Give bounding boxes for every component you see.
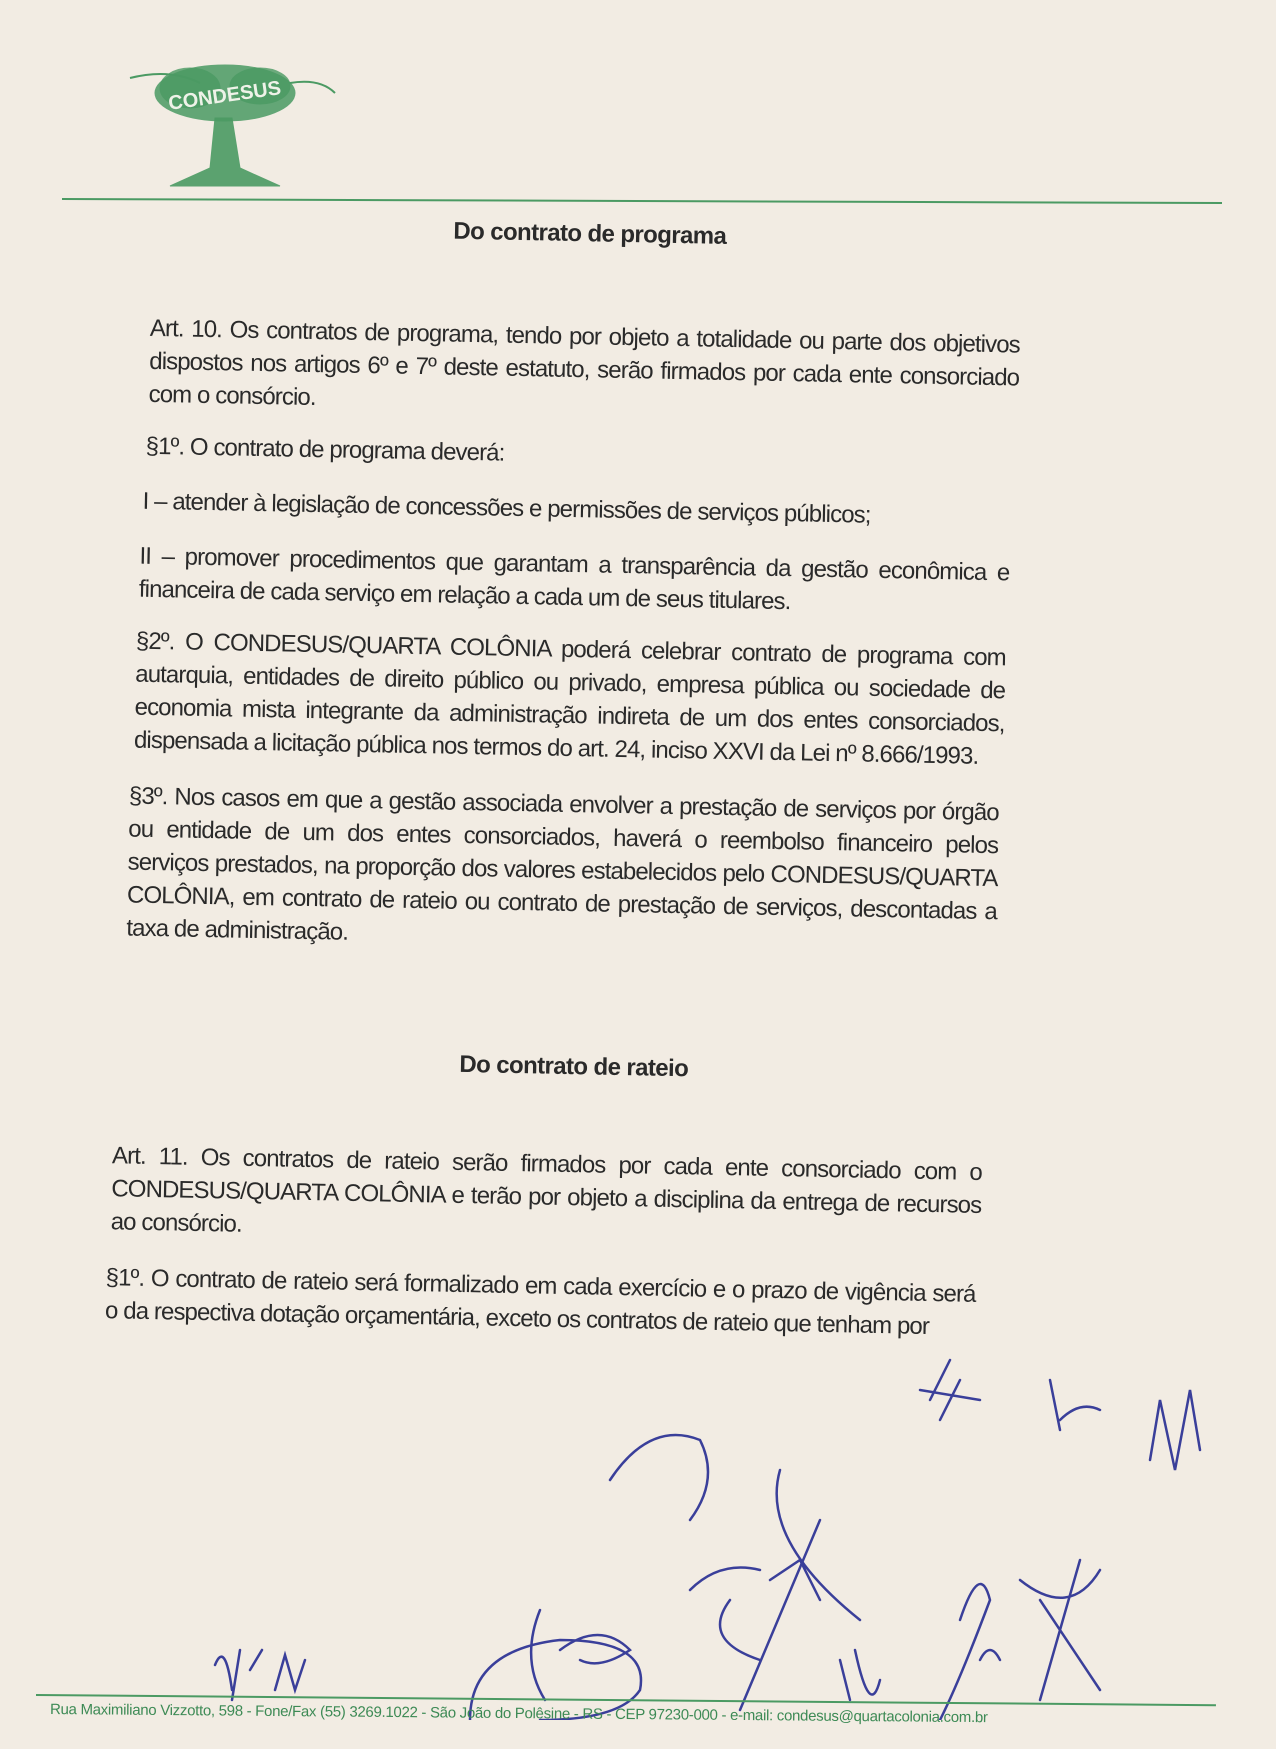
art10-paragraph-2: §2º. O CONDESUS/QUARTA COLÔNIA poderá celebrar contrato de programa com autarquia, entidades de direito público ou privado, empresa pública ou sociedade de economia mista integrante da administração indireta de um dos entes consorciados, dispensada a licitação pública nos termos do art. 24, inciso XXVI da Lei nº 8.666/1993. — [133, 627, 1007, 770]
article-10: Art. 10. Os contratos de programa, tendo por objeto a totalidade ou parte dos objetivos dispostos nos artigos 6º e 7º deste estatuto, serão firmados por cada ente consorciado com o consórcio. — [148, 314, 1021, 412]
signatures — [0, 1340, 1276, 1720]
art10-item-i: I – atender à legislação de concessões e permissões de serviços públicos; — [142, 487, 871, 529]
svg-text:CONDESUS: CONDESUS — [167, 77, 283, 115]
section-heading-programa: Do contrato de programa — [453, 217, 727, 250]
section-heading-rateio: Do contrato de rateio — [459, 1050, 689, 1083]
art10-item-ii: II – promover procedimentos que garantam a transparência da gestão econômica e financeira de cada serviço em relação a cada um de seus titulares. — [138, 542, 1010, 616]
footer-address: Rua Maximiliano Vizzotto, 598 - Fone/Fax (55) 3269.1022 - São João do Polêsine - RS - CEP 97230-000 - e-mail: condesus@quartacolonia.com.br — [49, 1701, 988, 1727]
art10-paragraph-3: §3º. Nos casos em que a gestão associada envolver a prestação de serviços por órgão ou entidade de um dos entes consorciados, haverá o reembolso financeiro pelos serviços prestados, na proporção dos valores estabelecidos pelo CONDESUS/QUARTA COLÔNIA, em contrato de rateio ou contrato de prestação de serviços, descontadas a taxa de administração. — [126, 782, 1000, 946]
art10-paragraph-1: §1º. O contrato de programa deverá: — [145, 432, 505, 467]
art11-paragraph-1: §1º. O contrato de rateio será formalizado em cada exercício e o prazo de vigência será o da respectiva dotação orçamentária, exceto os contratos de rateio que tenham por — [104, 1264, 976, 1340]
article-11: Art. 11. Os contratos de rateio serão firmados por cada ente consorciado com o CONDESUS/QUARTA COLÔNIA e terão por objeto a disciplina da entrega de recursos ao consórcio. — [110, 1142, 983, 1238]
